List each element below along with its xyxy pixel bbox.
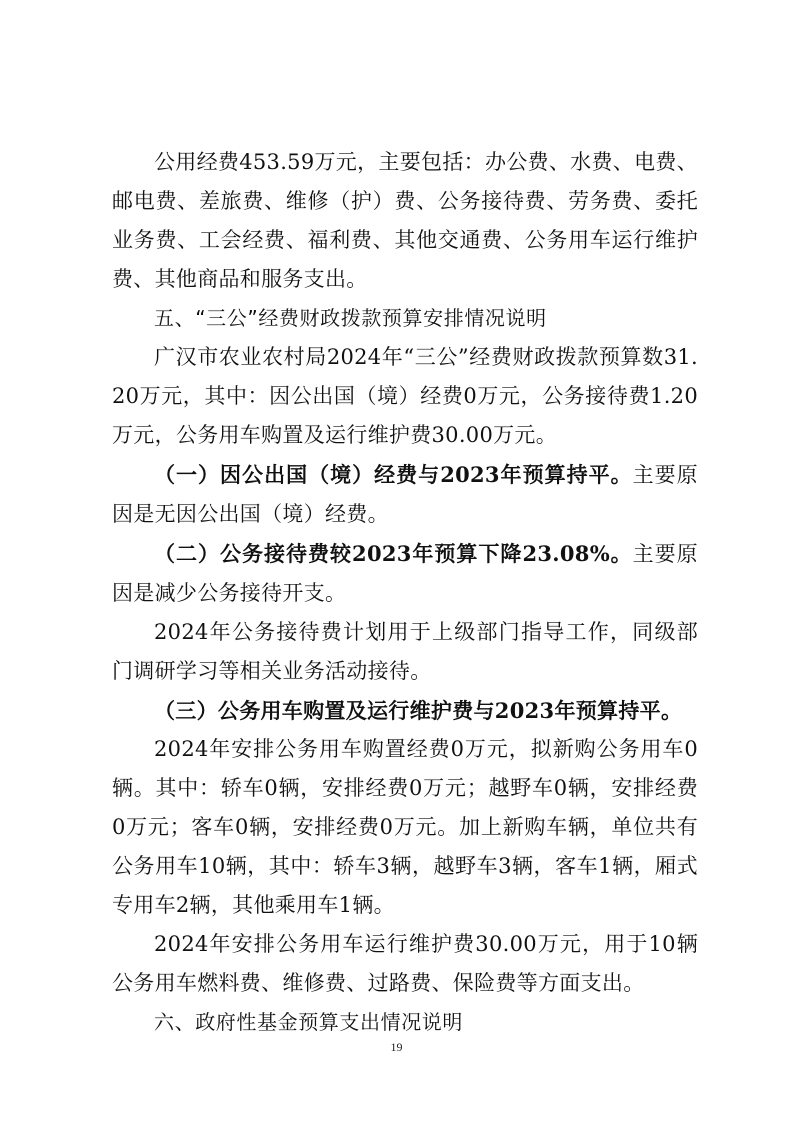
section-heading-five: 五、“三公”经费财政拨款预算安排情况说明: [154, 306, 547, 330]
paragraph-reception-rest: 主要原因是减少公务接待开支。: [112, 542, 698, 605]
bold-lead-reception: （二）公务接待费较2023年预算下降23.08%。: [154, 541, 633, 566]
page-number: 19: [390, 1040, 403, 1054]
paragraph-vehicle-purchase: 2024年安排公务用车购置经费0万元，拟新购公务用车0辆。其中：轿车0辆，安排经费0万元；越野车0辆，安排经费0万元；客车0辆，安排经费0万元。加上新购车辆，单位共有公务用车10辆，其中：轿车3辆，越野车3辆，客车1辆，厢式专用车2辆，其他乘用车1辆。: [112, 737, 698, 917]
paragraph-overseas-travel: [112, 455, 698, 534]
section-heading-six: 六、政府性基金预算支出情况说明: [154, 1010, 463, 1034]
bold-lead-overseas: （一）因公出国（境）经费与2023年预算持平。: [154, 462, 633, 487]
paragraph-overseas-rest: 主要原因是无因公出国（境）经费。: [112, 463, 698, 526]
paragraph-reception: [112, 534, 698, 613]
bold-lead-vehicles: （三）公务用车购置及运行维护费与2023年预算持平。: [154, 698, 683, 723]
document-body: [112, 143, 698, 1042]
paragraph-public-expenses: 公用经费453.59万元，主要包括：办公费、水费、电费、邮电费、差旅费、维修（护）费、公务接待费、劳务费、委托业务费、工会经费、福利费、其他交通费、公务用车运行维护费、其他商品和服务支出。: [112, 150, 698, 291]
paragraph-reception-plan: 2024年公务接待费计划用于上级部门指导工作，同级部门调研学习等相关业务活动接待。: [112, 620, 698, 683]
paragraph-vehicle-maintenance: 2024年安排公务用车运行维护费30.00万元，用于10辆公务用车燃料费、维修费、过路费、保险费等方面支出。: [112, 932, 698, 995]
paragraph-three-public-total: 广汉市农业农村局2024年“三公”经费财政拨款预算数31.20万元，其中：因公出国（境）经费0万元，公务接待费1.20万元，公务用车购置及运行维护费30.00万元。: [112, 345, 698, 447]
